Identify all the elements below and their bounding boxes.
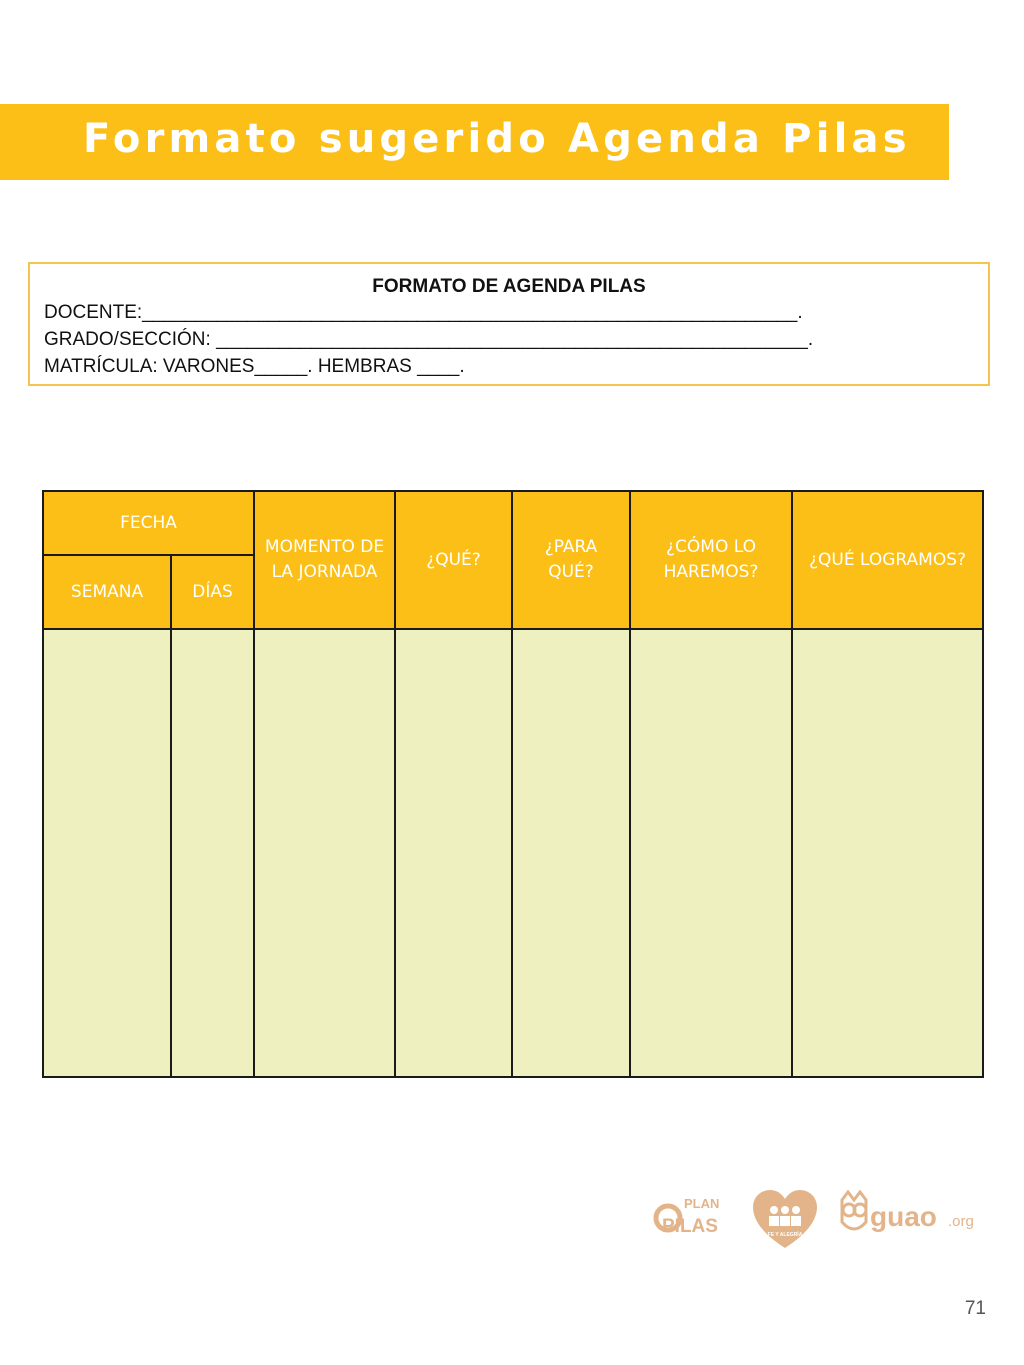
header-fecha: FECHA	[43, 491, 254, 555]
header-semana: SEMANA	[43, 555, 171, 629]
partner-logos	[652, 1188, 1002, 1252]
header-dias: DÍAS	[171, 555, 254, 629]
agenda-table	[42, 490, 984, 1078]
page-number: 71	[964, 1298, 986, 1319]
form-header-box	[28, 262, 990, 386]
page-title: Formato sugerido Agenda Pilas	[83, 116, 911, 162]
cell-como[interactable]	[630, 629, 792, 1077]
plan-pilas-logo	[656, 1196, 719, 1237]
header-como: ¿CÓMO LO HAREMOS?	[630, 491, 792, 629]
fe-y-alegria-text: FE Y ALEGRÍA	[767, 1232, 803, 1238]
docente-field: DOCENTE:______________________________________________________________.	[44, 302, 803, 323]
matricula-field: MATRÍCULA: VARONES_____. HEMBRAS ____.	[44, 356, 465, 377]
guao-org-text: .org	[948, 1213, 974, 1230]
cell-semana[interactable]	[43, 629, 171, 1077]
fe-y-alegria-heart-logo	[753, 1190, 817, 1248]
cell-logramos[interactable]	[792, 629, 983, 1077]
form-heading: FORMATO DE AGENDA PILAS	[372, 276, 646, 297]
header-para-que: ¿PARA QUÉ?	[512, 491, 630, 629]
grado-seccion-field: GRADO/SECCIÓN: ________________________________________________________.	[44, 329, 814, 350]
pilas-logo-text: PILAS	[662, 1216, 718, 1237]
cell-para-que[interactable]	[512, 629, 630, 1077]
guao-logo-text: guao	[870, 1201, 937, 1232]
guao-owl-logo	[842, 1192, 974, 1232]
plan-logo-text: PLAN	[684, 1196, 720, 1211]
cell-momento[interactable]	[254, 629, 395, 1077]
header-momento: MOMENTO DE LA JORNADA	[254, 491, 395, 629]
header-que: ¿QUÉ?	[395, 491, 512, 629]
header-logramos: ¿QUÉ LOGRAMOS?	[792, 491, 983, 629]
cell-que[interactable]	[395, 629, 512, 1077]
cell-dias[interactable]	[171, 629, 254, 1077]
